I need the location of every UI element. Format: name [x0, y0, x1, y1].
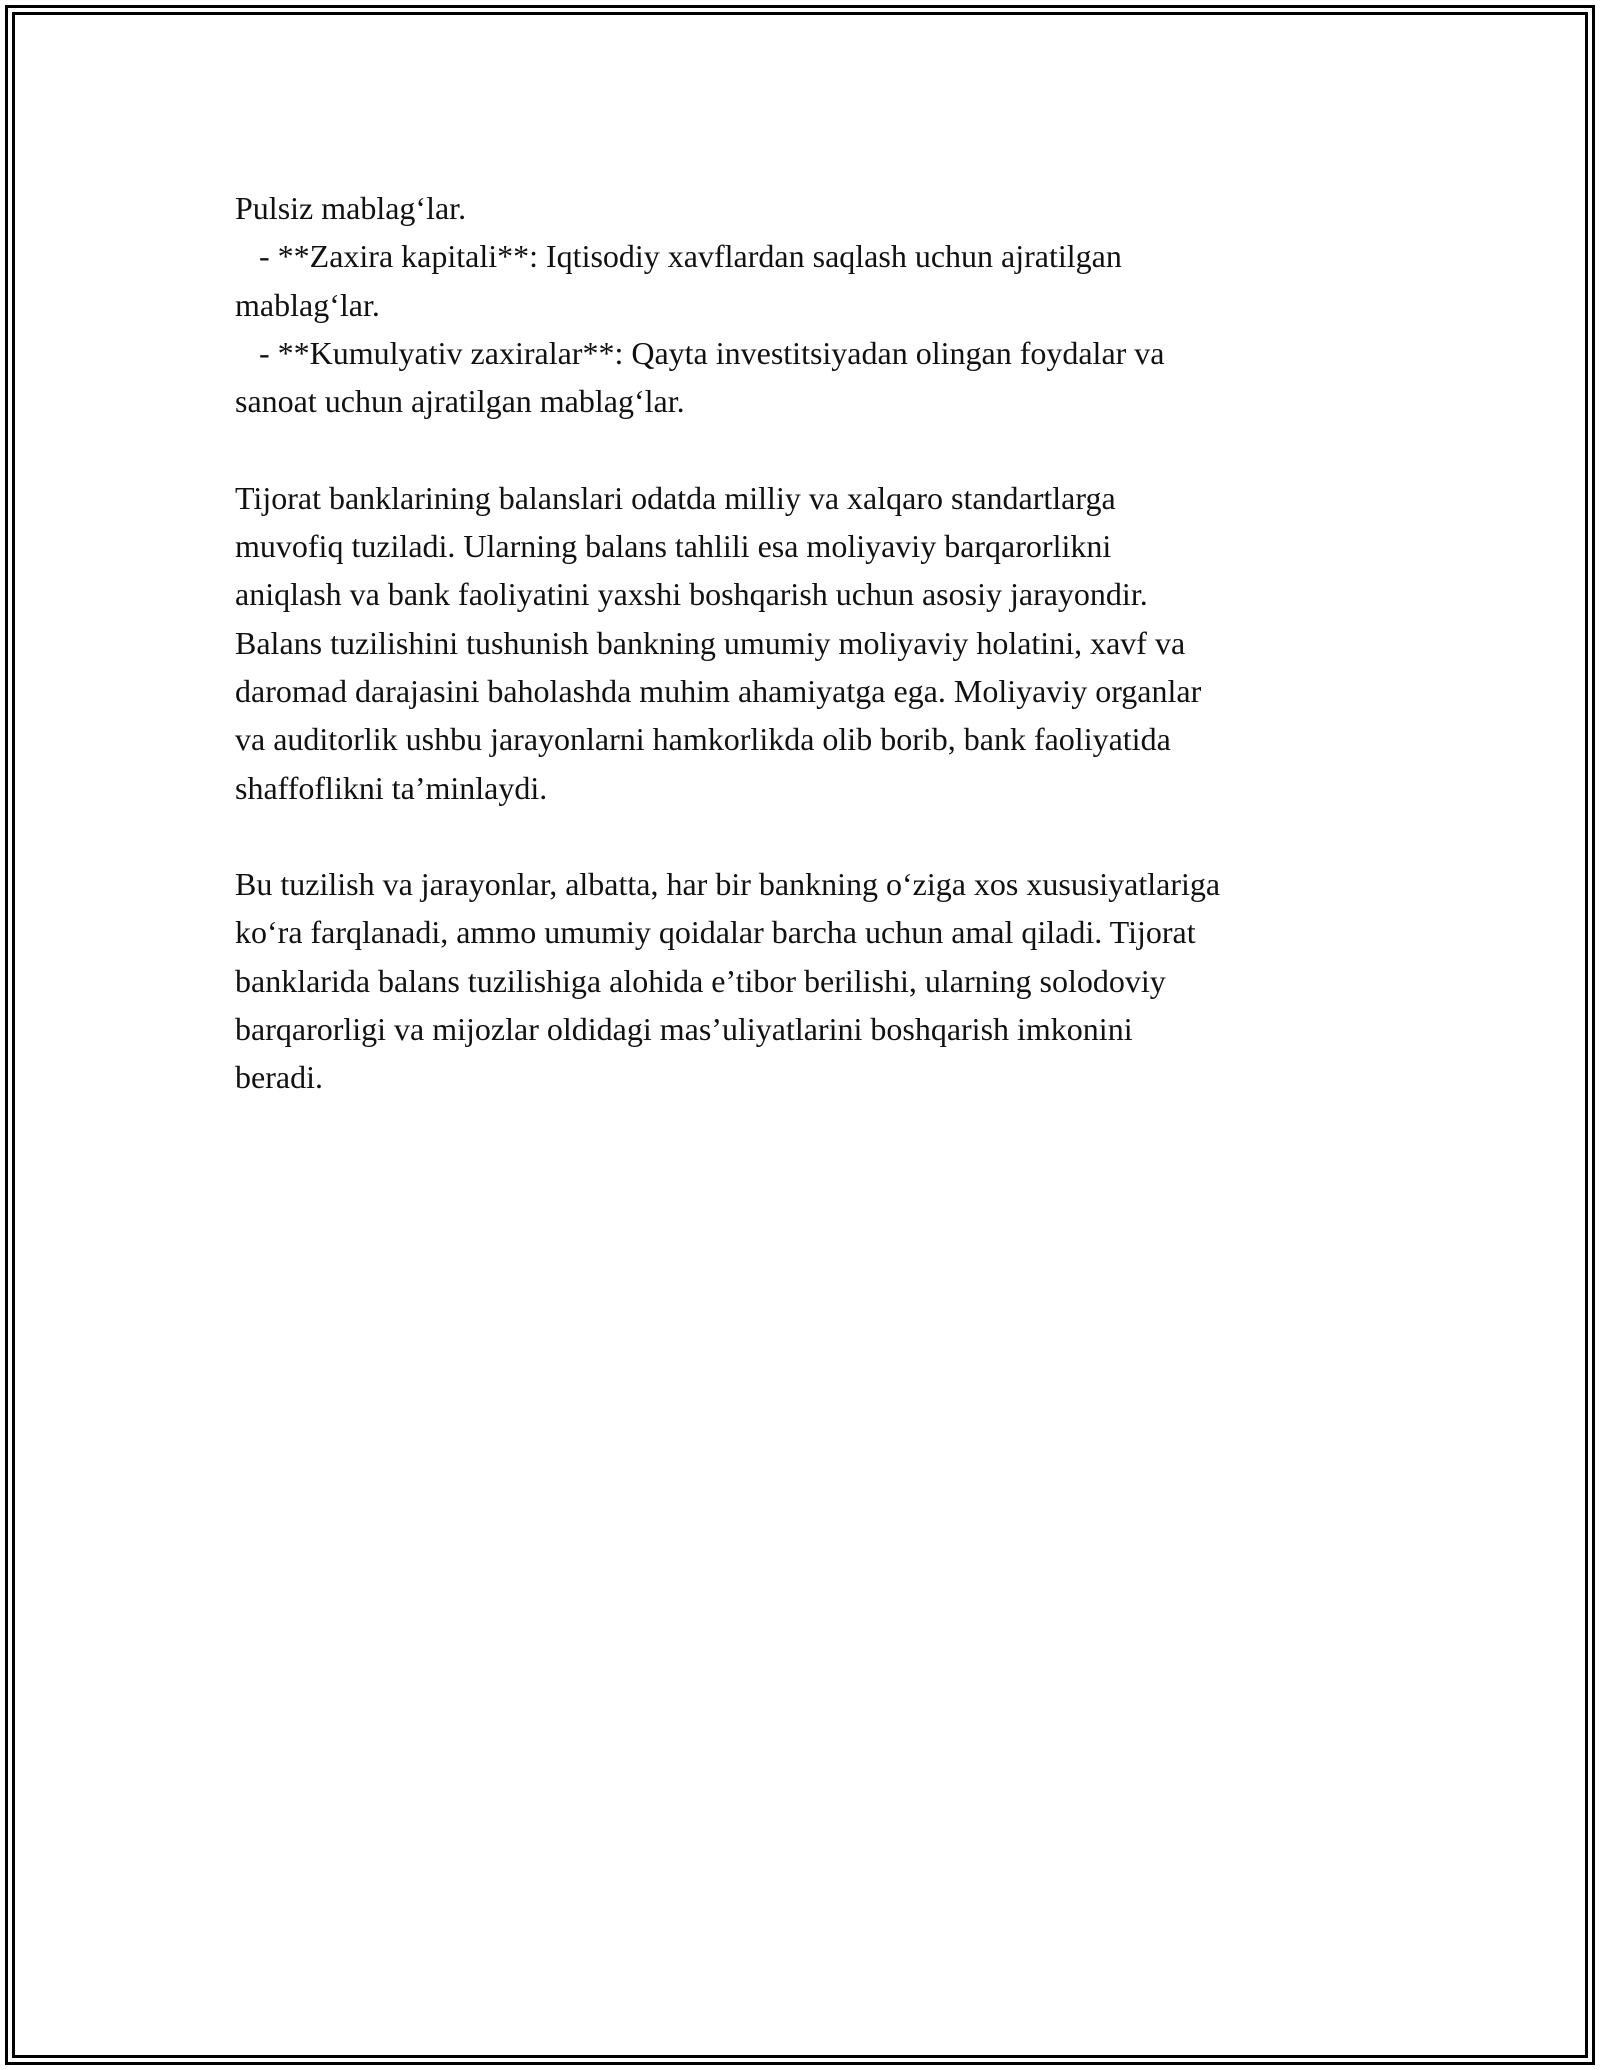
list-block	[235, 184, 1435, 425]
text-line: Tijorat banklarining balanslari odatda milliy va xalqaro standartlarga	[235, 479, 1116, 516]
paragraph-balans	[235, 474, 1435, 812]
text-line: daromad darajasini baholashda muhim ahamiyatga ega. Moliyaviy organlar	[235, 672, 1202, 709]
text-line: Balans tuzilishini tushunish bankning umumiy moliyaviy holatini, xavf va	[235, 624, 1186, 661]
text-line: muvofiq tuziladi. Ularning balans tahlili esa moliyaviy barqarorlikni	[235, 528, 1112, 565]
text-line: barqarorligi va mijozlar oldidagi mas’uliyatlarini boshqarish imkonini	[235, 1011, 1133, 1048]
text-line: ko‘ra farqlanadi, ammo umumiy qoidalar barcha uchun amal qiladi. Tijorat	[235, 914, 1196, 951]
document-body	[235, 184, 1435, 1102]
text-line: Bu tuzilish va jarayonlar, albatta, har bir bankning o‘ziga xos xususiyatlariga	[235, 866, 1221, 903]
text-line: va auditorlik ushbu jarayonlarni hamkorlikda olib borib, bank faoliyatida	[235, 721, 1171, 758]
list-item-kumulyativ-zaxiralar: - **Kumulyativ zaxiralar**: Qayta investitsiyadan olingan foydalar va	[235, 334, 1165, 371]
text-line: banklarida balans tuzilishiga alohida e’tibor berilishi, ularning solodoviy	[235, 962, 1166, 999]
text-line: sanoat uchun ajratilgan mablag‘lar.	[235, 383, 685, 420]
text-line: mablag‘lar.	[235, 286, 380, 323]
text-line: beradi.	[235, 1059, 323, 1096]
text-line: Pulsiz mablag‘lar.	[235, 190, 467, 226]
text-line: aniqlash va bank faoliyatini yaxshi boshqarish uchun asosiy jarayondir.	[235, 576, 1148, 613]
list-item-zaxira-kapitali: - **Zaxira kapitali**: Iqtisodiy xavflardan saqlash uchun ajratilgan	[235, 238, 1122, 275]
paragraph-spacer	[235, 812, 1435, 860]
paragraph-spacer	[235, 425, 1435, 473]
paragraph-tuzilish	[235, 860, 1435, 1101]
text-line: shaffoflikni ta’minlaydi.	[235, 769, 548, 806]
